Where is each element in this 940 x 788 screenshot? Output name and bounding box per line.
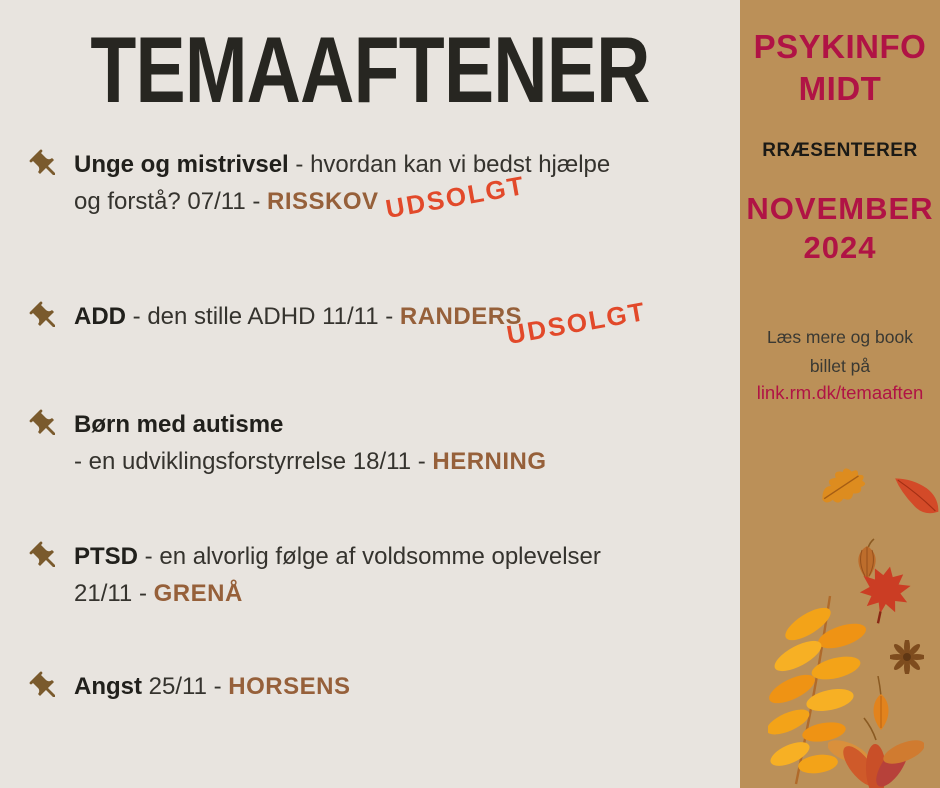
event-title: Børn med autisme xyxy=(74,411,284,438)
event-city: GRENÅ xyxy=(153,580,243,607)
event-city: HORSENS xyxy=(228,673,351,700)
page-title: TEMAAFTENER xyxy=(90,17,650,122)
booking-info-line1: Læs mere og book xyxy=(767,327,913,347)
booking-info xyxy=(740,323,940,381)
presents-label: RRÆSENTERER xyxy=(762,140,918,161)
month-label xyxy=(740,189,940,267)
pushpin-icon xyxy=(21,663,69,711)
event-city: RISSKOV xyxy=(267,188,379,215)
booking-link: link.rm.dk/temaaften xyxy=(756,382,924,403)
event-city: RANDERS xyxy=(399,303,523,330)
event-description: - en udviklingsforstyrrelse 18/11 - xyxy=(74,448,433,475)
event-description: - hvordan kan vi bedst hjælpe xyxy=(288,151,611,178)
brand-name xyxy=(740,26,940,110)
event-text xyxy=(74,298,522,335)
creeper-leaf-icon xyxy=(828,714,924,788)
event-date: 25/11 - xyxy=(142,673,229,700)
month-line: NOVEMBER xyxy=(746,191,934,226)
brand-line1: PSYKINFO xyxy=(753,28,927,65)
booking-info-line2: billet på xyxy=(809,356,871,376)
event-item-boern-med-autisme xyxy=(28,406,718,480)
oak-leaf-icon xyxy=(809,455,878,518)
event-description: - en alvorlig følge af voldsomme oplevelser xyxy=(138,543,601,570)
event-item-add xyxy=(28,295,718,351)
pushpin-icon xyxy=(21,293,69,341)
event-description: - den stille ADHD 11/11 - xyxy=(126,303,400,330)
pushpin-icon xyxy=(21,141,69,189)
sold-out-badge: UDSOLGT xyxy=(504,295,649,351)
event-title: Angst xyxy=(74,673,142,700)
event-title: PTSD xyxy=(74,543,139,570)
event-date: og forstå? 07/11 - xyxy=(74,188,268,215)
event-text xyxy=(74,668,350,705)
event-text xyxy=(74,146,610,220)
event-text xyxy=(74,406,547,480)
event-item-unge-og-mistrivsel xyxy=(28,146,718,225)
year-line: 2024 xyxy=(803,230,877,265)
brand-line2: MIDT xyxy=(798,70,882,107)
event-text xyxy=(74,538,601,612)
event-title: ADD xyxy=(74,303,126,330)
pushpin-icon xyxy=(21,401,69,449)
pushpin-icon xyxy=(21,533,69,581)
event-city: HERNING xyxy=(432,448,547,475)
star-anise-icon xyxy=(890,640,924,674)
event-item-angst xyxy=(28,668,718,705)
event-title: Unge og mistrivsel xyxy=(74,151,289,178)
red-corner-leaf-icon xyxy=(886,474,940,522)
event-item-ptsd xyxy=(28,538,718,612)
sidebar xyxy=(740,0,940,788)
event-date: 21/11 - xyxy=(74,580,154,607)
sold-out-badge: UDSOLGT xyxy=(383,169,528,225)
